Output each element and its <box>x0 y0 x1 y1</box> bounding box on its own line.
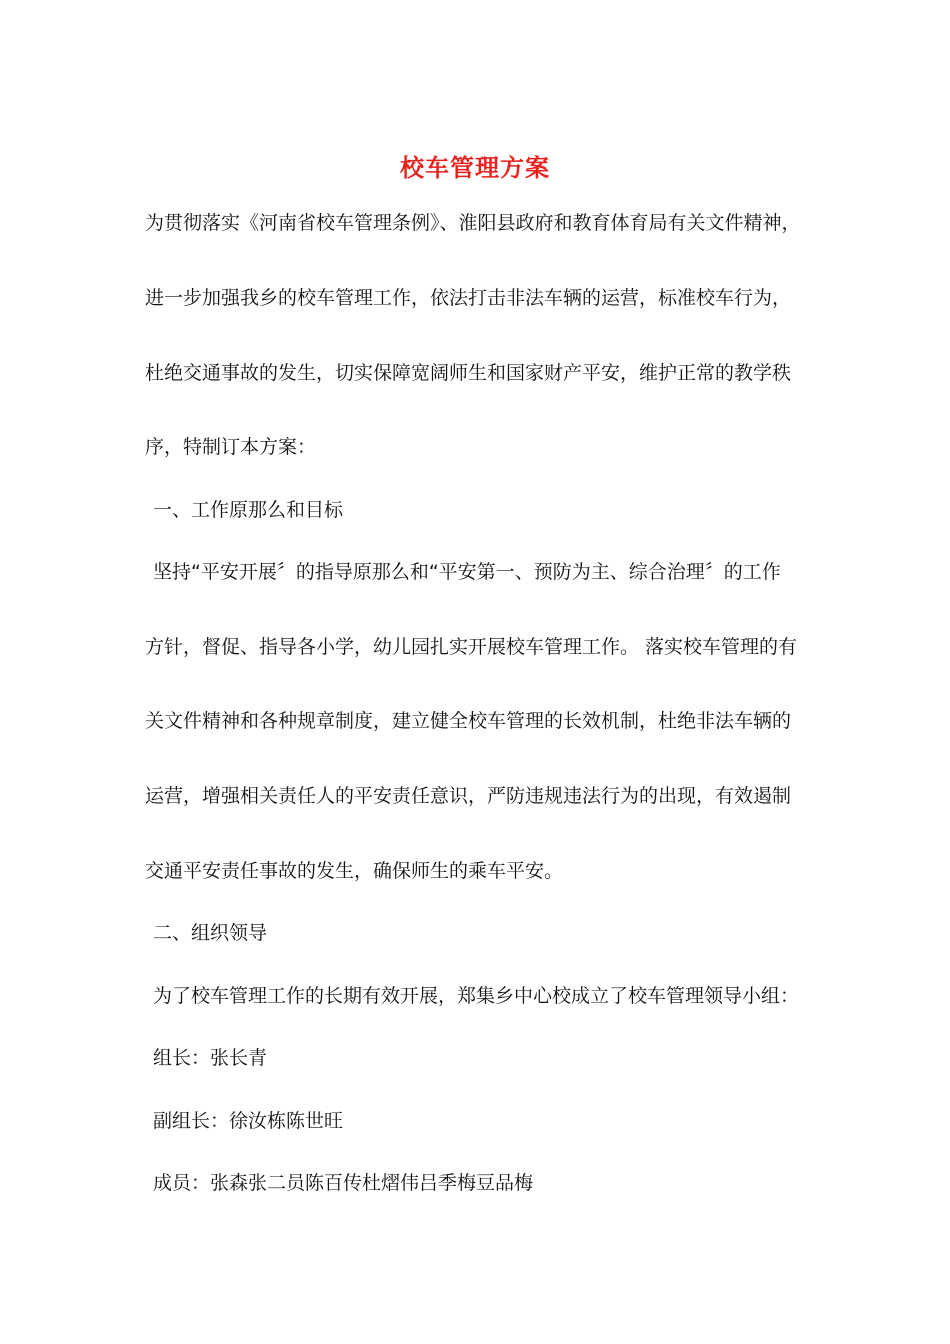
intro-line-1: 为贯彻落实《河南省校车管理条例》、淮阳县政府和教育体育局有关文件精神， <box>145 212 801 234</box>
section1-heading: 一、工作原那么和目标 <box>153 499 344 521</box>
section2-heading: 二、组织领导 <box>153 922 268 944</box>
section2-intro: 为了校车管理工作的长期有效开展，郑集乡中心校成立了校车管理领导小组： <box>153 985 800 1007</box>
section1-line-4: 运营，增强相关责任人的平安责任意识，严防违规违法行为的出现，有效遏制 <box>145 785 792 807</box>
document-title: 校车管理方案 <box>400 153 550 182</box>
intro-line-2: 进一步加强我乡的校车管理工作，依法打击非法车辆的运营，标准校车行为， <box>145 287 792 309</box>
intro-line-4: 序，特制订本方案： <box>145 436 317 458</box>
leader-line: 组长：张长青 <box>153 1047 268 1069</box>
section1-line-3: 关文件精神和各种规章制度，建立健全校车管理的长效机制，杜绝非法车辆的 <box>145 710 792 732</box>
section1-line-5: 交通平安责任事故的发生，确保师生的乘车平安。 <box>145 860 564 882</box>
section1-line-2: 方针，督促、指导各小学，幼儿园扎实开展校车管理工作。 落实校车管理的有 <box>145 636 798 658</box>
members-line: 成员：张森张二员陈百传杜熠伟吕季梅豆品梅 <box>153 1172 534 1194</box>
deputy-line: 副组长：徐汝栋陈世旺 <box>153 1110 344 1132</box>
intro-line-3: 杜绝交通事故的发生，切实保障宽阔师生和国家财产平安，维护正常的教学秩 <box>145 362 792 384</box>
section1-first-line: 坚持“平安开展〞的指导原那么和“平安第一、预防为主、综合治理〞的工作 <box>153 561 781 583</box>
